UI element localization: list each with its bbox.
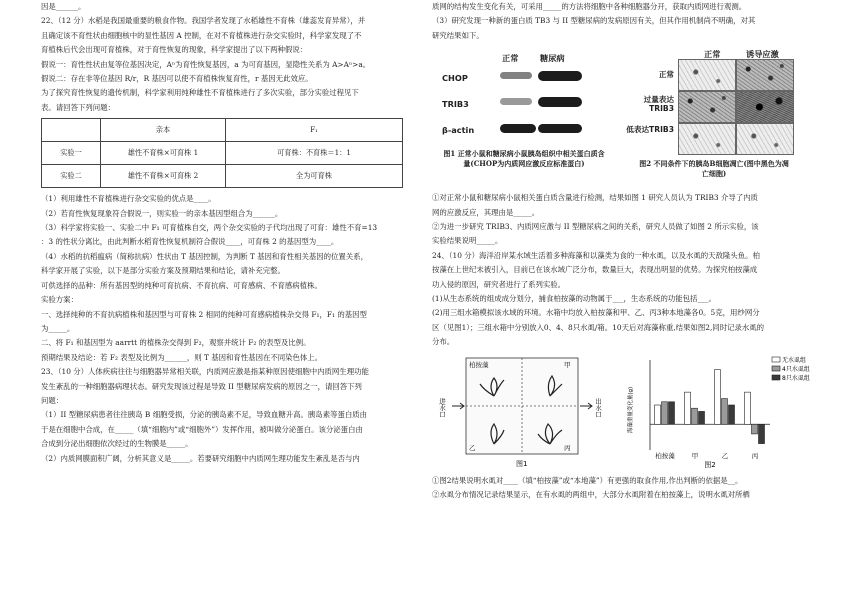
text-line: 研究结果如下。 [432,30,484,40]
blot-row-label: CHOP [442,73,468,84]
blot-band [500,98,532,105]
left-column [41,0,413,466]
micro-row-label: 过量表达TRIB3 [643,95,674,114]
question-24-continued [432,474,820,503]
table-row [42,142,403,165]
compartment-label: 柏按藻 [469,360,489,369]
text-line: 且确定该不育性状由细胞核中的显性基因 A 控制，在对不育植株进行杂交实验时，科学家发现了不 [41,30,362,40]
text-line: 问题： [41,395,64,405]
text-line: ：3 的性状分离比，由此判断水稻育性恢复机制符合假说____，可育株 2 的基因型为____。 [41,237,339,247]
micrograph [678,59,736,91]
compartment-label: 甲 [564,360,571,369]
bar [752,424,758,434]
text-line: 质网的结构发生变化有关，可采用_____的方法将细胞中各种细胞器分开，获取内质网进行观测。 [432,2,747,11]
bar [685,392,691,424]
compartment-label: 乙 [469,443,476,452]
table-cell: 全为可育株 [226,165,403,188]
text-line: 二、将 F₁ 和基因型为 aarrtt 的植株杂交得到 F₂，观察并统计 F₂ 的表型及比例。 [41,338,311,348]
western-blot-figure [442,45,605,187]
micrograph [736,91,794,123]
text-line: （2）若育性恢复现象符合假说一，则实验一的亲本基因型组合为______。 [41,208,283,218]
questions-23-24-body [432,191,820,349]
bar [669,401,675,424]
legend-swatch [772,357,780,362]
question-23-continued [432,0,820,43]
text-line: 合成到分泌出细胞依次经过的生物膜是_____。 [41,439,193,449]
bar [692,408,698,424]
micrograph [736,59,794,91]
bar [715,369,721,424]
bar [699,411,705,424]
table-header-cell [42,119,101,142]
text-line: 可供选择的品种：所有基因型的纯种可育抗病、不育抗病、可育感病、不育感病植株。 [41,280,322,290]
text-line: 23、（10 分）人体疾病往往与细胞器异常相关联，内质网应激是指某种原因使细胞中内质网生理功能 [41,367,369,377]
x-tick-label: 乙 [721,451,729,460]
blot-band [538,71,582,81]
micrograph [736,123,794,155]
text-line: （3）科学家将实验一、实验二中 F₁ 可育植株自交，两个杂交实验的子代均出现了可育：雄性不育=13 [41,223,378,233]
experiment-figures [432,352,820,472]
text-line: 假说一：育性性状由复等位基因决定，Aⁿ为育性恢复基因，a 为可育基因，显隐性关系为 A>Aⁿ>a。 [41,59,371,69]
outflow-arrow-icon [580,403,592,409]
text-line: （2）内质网膜面积广阔，分析其意义是_____。若要研究细胞中内质网生理功能发生紊乱是否与内 [41,453,360,463]
text-line: 预期结果及结论：若 F₂ 表型及比例为______，则 T 基因和育性基因在不同染色体上。 [41,352,323,362]
bar [745,392,751,424]
text-line: 假说二：存在非等位基因 R/r，R 基因可以使不育植株恢复育性，r 基因无此效应。 [41,74,313,84]
bar [662,401,668,424]
text-line: 为了探究育性恢复的遗传机制，科学家利用纯种雄性不育植株进行了多次实验，部分实验过程见下 [41,88,359,98]
blot-band [500,72,532,79]
apoptosis-figure [622,45,792,187]
text-line: 功入侵的原因，研究者进行了系列实验。 [432,279,566,289]
text-line: 表。请回答下列问题： [41,102,115,112]
legend-swatch [772,375,780,380]
chart-caption: 图2 [704,460,716,469]
text-line: 24、（10 分）海洋沿岸某水域生活着多种海藻和以藻类为食的一种水虱，以及水虱的天敌隆头鱼。柏 [432,250,760,260]
bar [722,398,728,424]
y-axis-label: 海藻重量变化量(g) [628,386,634,433]
x-tick-label: 丙 [751,451,759,460]
text-line: 区（见图1）；三组水箱中分别放入0、4、8只水虱/箱。10天后对海藻称重,结果如图2,同时记录水虱的 [432,322,765,332]
blot-band [500,124,536,133]
text-line: （4）水稻的抗稻瘟病（简称抗病）性状由 T 基因控制，为判断 T 基因和育性相关基因的位置关系， [41,251,368,261]
table-cell: 雄性不育株×可育株 1 [101,142,226,165]
text-line: 科学家开展了实验，以下是部分实验方案及预期结果和结论，请补充完整。 [41,266,285,276]
text-line: 实验方案： [41,295,78,305]
micro-row-label: 正常 [658,70,674,80]
blot-col-header-diabetes: 糖尿病 [540,53,565,64]
blot-band [538,97,582,107]
table-cell: 实验二 [42,165,101,188]
text-line: 22、（12 分）水稻是我国最重要的粮食作物。我国学者发现了水稻雄性不育株（雄蕊发育异常），并 [41,16,366,26]
text-line: （1）II 型糖尿病患者往往胰岛 B 细胞受损，分泌的胰岛素不足，导致血糖升高。胰岛素等蛋白质由 [41,410,368,420]
micrograph [678,91,736,123]
table-cell: 可育株：不育株＝1：1 [226,142,403,165]
table-cell: 雄性不育株×可育株 2 [101,165,226,188]
tank-caption: 图1 [516,459,528,468]
text-line: ①对正常小鼠和糖尿病小鼠相关蛋白质含量进行检测，结果如图 1 研究人员认为 TRIB3 介导了内质 [432,193,758,203]
table-row [42,165,403,188]
inflow-arrow-icon [452,403,464,409]
micrograph [678,123,736,155]
right-column [432,0,820,503]
bar [729,405,735,424]
text-line: (2)用三组水箱模拟该水域的环境。水箱中均放入柏按藻和甲、乙、丙3种本地藻各0。5克，用纱网分 [432,308,760,318]
inlet-label: 进水口 [438,397,446,418]
text-line: 育植株后代会出现可育植株，对于育性恢复的现象，科学家提出了以下两种假说： [41,45,308,55]
text-line: 实验结果说明_____。 [432,236,503,246]
text-line: (1)从生态系统的组成成分划分，捕食柏按藻的动物属于___，生态系统的功能包括___。 [432,294,716,304]
legend-label: 8只水虱组 [782,374,810,382]
blot-col-header-normal: 正常 [502,53,519,64]
x-tick-label: 柏按藻 [655,451,675,460]
blot-row-label: TRIB3 [442,99,469,110]
tank-diagram [432,352,612,470]
text-line: ②为进一步研究 TRIB3、内质网应激与 II 型糖尿病之间的关系，研究人员做了如图 2 所示实验，该 [432,222,759,232]
legend-label: 无水虱组 [782,356,807,364]
figure2-caption: 图2 不同条件下的胰岛B细胞凋亡(图中黑色为凋亡细胞) [639,159,789,179]
bar [759,424,765,443]
seaweed-weight-chart [620,352,820,470]
table-header-row [42,119,403,142]
table-header-cell: 亲本 [101,119,226,142]
text-line: 一、选择纯种的不育抗病植株和基因型与可育株 2 相同的纯种可育感病植株杂交得 F₁，F₁ 的基因型 [41,309,367,319]
text-line: 为_____。 [41,323,75,333]
text-line: 按藻在上世纪末被引入，目前已在该水域广泛分布，数量巨大，表现出明显的优势。为探究柏按藻成 [432,265,758,275]
text-line: ②水虱分布情况记录结果显示，在有水虱的两组中，大部分水虱附着在柏按藻上，说明水虱对所栖 [432,490,750,500]
legend-swatch [772,366,780,371]
table-cell: 实验一 [42,142,101,165]
text-line: （3）研究发现一种新的蛋白质 TB3 与 II 型糖尿病的发病原因有关，但其作用机制尚不明确，对其 [432,16,756,26]
figure1-caption: 图1 正常小鼠和糖尿病小鼠胰岛组织中相关蛋白质含量(CHOP为内质网应激反应标准蛋白) [443,149,605,169]
bar [655,405,661,424]
question-22-intro [41,0,413,115]
micro-col-header-normal: 正常 [704,49,721,60]
text-line: 发生紊乱的一种细胞器病理状态。研究发现该过程是导致 II 型糖尿病发病的原因之一，请回答下列 [41,381,362,391]
blot-row-label: β-actin [442,125,475,136]
text-line: （1）利用雄性不育植株进行杂交实验的优点是____。 [41,194,216,204]
x-tick-label: 甲 [691,451,699,460]
text-line: 分布。 [432,337,455,347]
micro-col-header-stress: 诱导应激 [746,49,779,60]
text-line: 因是______。 [41,2,86,11]
text-line: ①图2结果说明水虱对____（填“柏按藻”或“本地藻”）有更强的取食作用,作出判断的依据是__。 [432,475,743,485]
text-line: 于是在细胞中合成，在_____（填“细胞内”或“细胞外”）发挥作用，被叫做分泌蛋白。该分泌蛋白由 [41,424,363,434]
micro-row-label: 低表达TRIB3 [626,125,674,135]
cross-experiment-table [41,118,403,188]
text-line: 网的应激反应，其理由是_____。 [432,207,540,217]
figures-1-2 [432,45,820,187]
legend-label: 4只水虱组 [782,365,810,373]
outlet-label: 出水口 [594,397,602,418]
blot-band [538,124,582,133]
questions-22-23-body [41,192,413,466]
compartment-label: 丙 [564,443,571,452]
table-header-cell: F₁ [226,119,403,142]
